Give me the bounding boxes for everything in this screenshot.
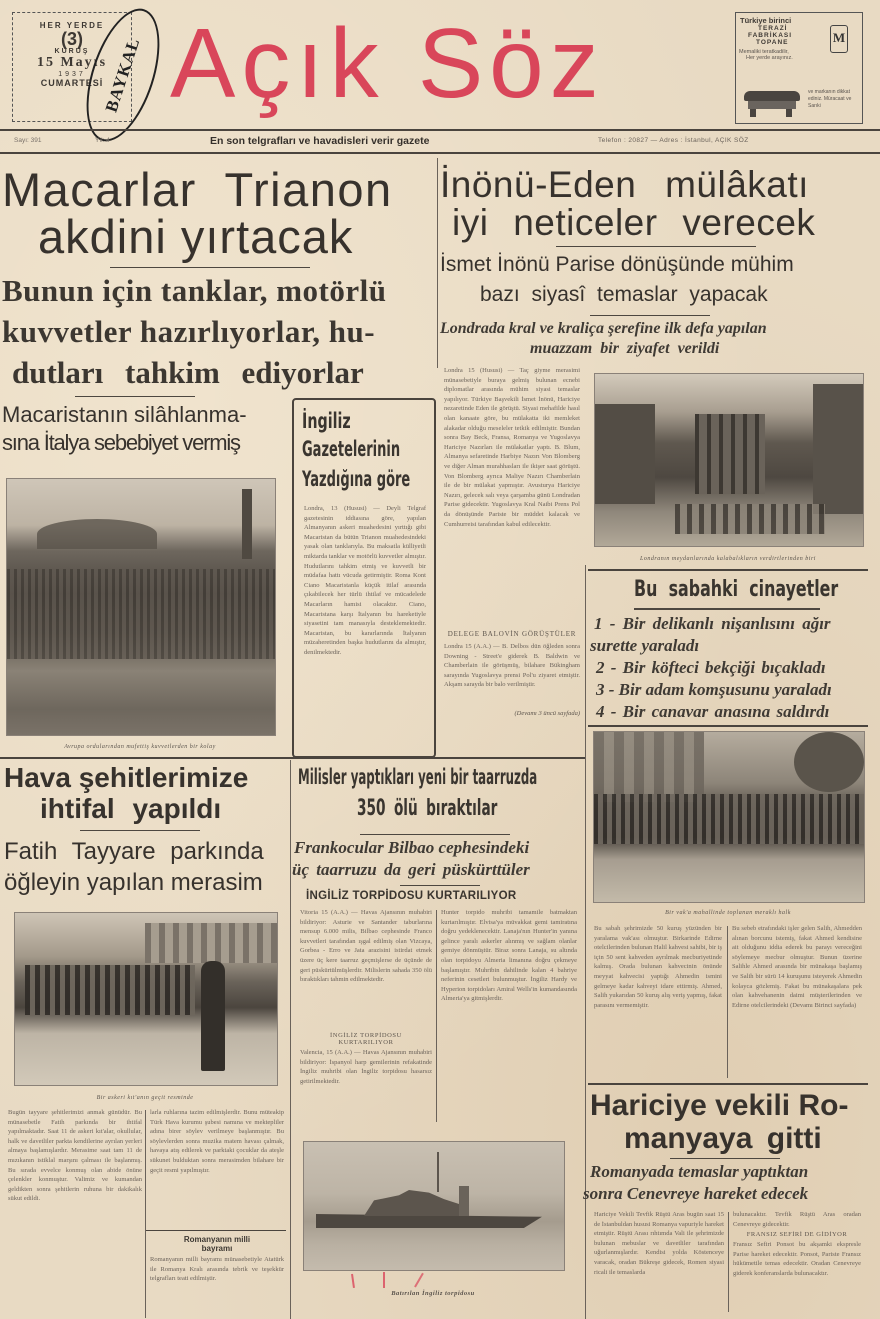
traffic-shape <box>675 504 825 534</box>
air-martyrs-subhead-2: öğleyin yapılan merasim <box>4 869 263 896</box>
hungary-subhead-3: dutları tahkim ediyorlar <box>12 355 364 390</box>
militia-headline-1: Milisler yaptıkları yeni bir taarruzda <box>298 765 538 789</box>
inonu-italic-1: Londrada kral ve kraliça şerefine ilk defa yapılan <box>440 320 767 337</box>
issue-number: Sayı: 391 <box>14 137 42 144</box>
stamp-text: BAYKAL <box>101 35 144 115</box>
hungary-headline-2: akdini yırtacak <box>38 210 354 263</box>
inonu-subhead: DELEGE BALOVİN GÖRÜŞTÜLER <box>447 630 577 638</box>
air-martyrs-col-1: Bugün tayyare şehitlerimizi anmak günüdür. Bu münasebetle Fatih parkında bir ihtifal yapılmaktadır. Saat 11 de askeri kıt'alar, okullular, halk ve davetliler parkta kendilerine ayrılan yerleri almaya başlamışlardır. Merasime saat tam 11 de mızıkanın istiklal marşını çalması ile başlanmış. Bu sırada evvelce konmuş olan abide önüne çelenkler konmuştur. Valimiz ve kumandan geldikten sonra şehitlerin ruhuna bir dakikalık sükut edildi. <box>8 1109 142 1203</box>
parade-photo-caption: Bir askeri kıt'anın geçit resminde <box>96 1095 194 1101</box>
romania-holiday-title-2: bayramı <box>201 1244 233 1253</box>
english-papers-title-1: İngiliz <box>302 409 351 433</box>
militia-subhead: İNGİLİZ TORPİDOSU KURTARILIYOR <box>306 890 517 902</box>
inonu-headline-2: iyi neticeler verecek <box>452 202 816 243</box>
english-papers-box <box>292 398 436 758</box>
militia-col-2: Hunter torpido muhribi tamamile batmaktan kurtarılmıştır. Elvisa'ya müvakkat gemi tamiratına doğru yedeklenecektir. Lanaja'nın Hunter'in yanına gelince yaralı askerler alınmış ve sağlam olanlar gemiye dönmüştür. Biraz sonra Lanaja, su altında olan torpidoyu Almeria limanına doğru çekmeye başlamıştır. Muhribin dahilinde kalan 4 bahriye neferinin cesetleri bulunmuştur. İngiliz Hardy ve Hyperion torpidoları Amiral Wells'in kumandasında Almeria'ya gitmişlerdir. <box>441 909 577 1003</box>
divider <box>670 1158 780 1159</box>
hungary-subhead-5: sına İtalya sebebiyet vermiş <box>2 430 240 455</box>
inonu-subhead-1: İsmet İnönü Parise dönüşünde mühim <box>440 253 794 276</box>
trees-shape <box>37 519 157 549</box>
column-divider <box>727 926 728 1078</box>
price-unit: KURUŞ <box>54 48 90 55</box>
murder-item-3: 3 - Bir adam komşusunu yaraladı <box>596 680 832 699</box>
foreign-minister-headline-1: Hariciye vekili Ro- <box>590 1089 849 1122</box>
air-martyrs-subhead-1: Fatih Tayyare parkında <box>4 838 264 865</box>
divider <box>556 246 756 247</box>
hungary-headline-1: Macarlar Trianon <box>2 163 393 216</box>
contact-info: Telefon : 20827 — Adres : İstanbul, AÇIK SÖZ <box>598 137 749 144</box>
militia-headline-2: 350 ölü bıraktılar <box>357 796 498 821</box>
ad-line-5: Memaliki teratkadilir, <box>739 49 789 55</box>
price-label: HER YERDE <box>39 21 105 30</box>
issue-year: 1937 <box>58 71 86 78</box>
column-divider <box>290 760 291 1319</box>
divider <box>590 315 710 316</box>
inonu-body-2: Londra 15 (A.A.) — B. Delbos dün öğleden sonra Downing - Street'e giderek B. Baldwin ve Chamberlain ile görüşmüş, bilahare Bükingham sarayında Yugoslavya prensi Pol'u ziyaret etmiştir. Akşam sarayda bir balo verilmiştir. <box>444 643 580 689</box>
inonu-body: Londra 15 (Hususi) — Taç giyme merasimi münasebetiyle buraya gelmiş bulunan ecnebi diplomatlar arasında mühim siyasi temaslar yapılıyor. Türkiye Başvekili İsmet İnönü, Hariciye nezaretinde Eden ile görüştü. Siyasi mehafilde hasıl olan kanaate göre, bu mülakatta iki memleket alakadar olduğu meseleler tetkik edilmiştir. Bundan sonra Bay Beck, Fransa, Romanya ve Yugoslavya Hariciye Nazırları ile mülakatlar yaptı. B. Blum, Almanya sefaretinde Harbiye Nazırı Von Blomberg ve diğer Alman murahhasları ile ikişer saat görüştü. Von Blomberg ayrıca Maliye Nazırı Chamberlain ile de bir mülakat yapmıştır. Avusturya Hariciye Nazırı, gelecek salı veya çarşamba günü Londradan Parise gidecektir. Yugoslavya Kral Naibi Prens Pol da dönüşünde Pariste bir müddet kalacak ve Cumhurreisi tarafından kabul edilecektir. <box>444 367 580 528</box>
air-martyrs-headline-2: ihtifal yapıldı <box>40 793 222 824</box>
divider <box>80 830 200 831</box>
divider <box>110 267 310 268</box>
romania-holiday-body: Romanyanın milli bayramı münasebetiyle Atatürk ile Romanya Kralı arasında tebrik ve teşekkür telgrafları teati edilmiştir. <box>150 1256 284 1283</box>
section-rule <box>588 1083 868 1085</box>
scale-illustration-icon <box>742 89 804 117</box>
murder-item-1a: 1 - Bir delikanlı nişanlısını ağır <box>594 614 831 633</box>
ship-hull-shape <box>316 1214 542 1228</box>
scale-factory-ad <box>735 12 863 124</box>
masthead-rule-top <box>0 129 880 131</box>
crowd-shape <box>594 794 864 844</box>
foreign-minister-italic-2: sonra Cenevreye hareket edecek <box>583 1184 809 1203</box>
divider <box>400 885 480 886</box>
crowd-photo <box>593 731 865 903</box>
london-photo-caption: Londranın meydanlarında kalabalıkların verdirtlerinden biri <box>640 556 816 562</box>
column-divider <box>728 1212 729 1312</box>
column-divider <box>436 910 437 1122</box>
ad-side-text: ve markanın dikkat ediniz. Müracaat ve Sarıki <box>808 89 852 109</box>
military-parade-photo <box>14 912 278 1086</box>
slogan: En son telgrafları ve havadisleri verir gazete <box>210 135 430 147</box>
officer-shape <box>201 961 225 1071</box>
air-martyrs-headline-1: Hava şehitlerimize <box>4 762 249 793</box>
militia-italic-1: Frankocular Bilbao cephesindeki <box>294 838 530 857</box>
militia-col-1b-text: Valencia, 15 (A.A.) — Havas Ajansının muhabiri bildiriyor: İspanyol harp gemilerinin refakatinde İngiliz muhribi olan İngiliz torpidosu hasarsız getirilmektedir. <box>300 1049 432 1085</box>
inonu-subhead-2: bazı siyasî temaslar yapacak <box>480 283 768 306</box>
building-shape <box>594 732 704 802</box>
foreign-minister-italic-1: Romanyada temaslar yaptıktan <box>590 1162 809 1181</box>
french-ambassador-subhead: FRANSIZ SEFİRİ DE GİDİYOR <box>746 1231 848 1239</box>
hungary-photo-caption: Avrupa ordularından mufettiş kuvvetlerden bir kolay <box>64 744 216 750</box>
building-shape <box>595 404 655 504</box>
inonu-body-column <box>444 366 580 717</box>
column-divider <box>585 565 586 1319</box>
romania-holiday-title-1: Romanyanın milli <box>183 1235 251 1244</box>
section-rule <box>0 757 585 759</box>
section-rule <box>588 569 868 571</box>
ship-mast-shape <box>437 1152 439 1192</box>
divider <box>634 608 820 610</box>
section-rule <box>588 725 868 727</box>
building-shape <box>695 414 765 494</box>
english-papers-title-2: Gazetelerinin <box>302 437 401 461</box>
murder-item-4: 4 - Bir canavar anasına saldırdı <box>596 702 830 721</box>
building-shape <box>813 384 863 514</box>
hungarian-troops-photo <box>6 478 276 736</box>
divider <box>360 834 510 835</box>
hungary-subhead-2: kuvvetler hazırlıyorlar, hu- <box>2 314 376 349</box>
crowd-shape <box>7 569 275 659</box>
militia-col-1 <box>300 908 432 1106</box>
newspaper-title: Açık Söz <box>170 8 605 118</box>
ship-funnel-shape <box>459 1186 469 1216</box>
tree-shape <box>794 732 864 792</box>
militia-italic-2: üç taarruzu da geri püskürttüler <box>292 860 530 879</box>
murders-body-col-1: Bu sabah şehrimizde 50 kuruş yüzünden bir yaralama vak'ası olmuştur. Birkarinde Edirne otelcilerinden bulunan Halil kahvesi sahibi, bir iş için 50 sent kahveden ayrılmak mecburiyetinde kalmış. Orada bulunan kahvecinin önünde meyyat kahvecisi yaptığı Ahmedin ismini gelmeye kadar kahveyi idare ettirmiş. Ahmed, Salih yukarıdan 50 kuruş alış veriş yapmış, fakat parasını vermemiştir. <box>594 925 722 1009</box>
murders-headline: Bu sabahki cinayetler <box>634 577 839 602</box>
inonu-italic-2: muazzam bir ziyafet verildi <box>530 340 720 357</box>
issue-weekday: CUMARTESİ <box>40 78 104 88</box>
romania-holiday-box <box>150 1235 284 1284</box>
ad-line-2: TERAZİ <box>758 25 788 32</box>
foreign-minister-headline-2: manyaya gitti <box>624 1122 822 1155</box>
scale-logo-icon: M <box>830 25 848 53</box>
column-divider <box>437 158 438 368</box>
masthead-rule-bottom <box>0 152 880 154</box>
ad-line-1: Türkiye birinci <box>740 16 792 25</box>
english-papers-body: Londra, 13 (Hususi) — Deyli Telgraf gazetesinin iddiasına göre, yapılan Almanyanın askeri muahedesini yırttığı gibi Macaristan da bütün Trianon muahedesindeki yasak olan tanklarıyla. Bu maksatla külliyetli miktarda tanklar ve motörlü kuvvetler almıştır. Hudutlarını tahkim etmiş ve kuvvetli bir müdafaa hattı vücuda getirmiştir. Roma Kont Ciano Macaristanla küçük itilaf arasında çıkabilecek her türlü ihtilaf ve mücadelede Macarların hamisi olacaktır. Ciano, Macaristana karşı İtalyanın bu hareketiyle siyasetini tam manasıyla desteklemektedir. Macaristan, bu kararlarında İtalyanın müzaheretinden başka hudutlarını da almıştır, denilmektedir. <box>304 505 426 656</box>
torpedo-subhead: İNGİLİZ TORPİDOSU KURTARILIYOR <box>330 1032 402 1046</box>
foreign-minister-col-1: Hariciye Vekili Tevfik Rüştü Aras bugün saat 15 de İstanbuldan hususi Romanya vapuriyle hareket etmiştir. Rüştü Arası rıhtımda Vali ile şehrimizde bulunan mebuslar ve davetliler tarafından uğurlanmışlardır. Kendisi yolda Köstenceye varacak, oradan Bükreşe gidecek, Romen siyasi ricali ile temaslarda <box>594 1211 724 1276</box>
ship-superstructure-shape <box>364 1190 464 1216</box>
hungary-subhead-4: Macaristanın silâhlanma- <box>2 402 247 427</box>
ad-line-4: TOPANE <box>756 39 789 46</box>
murder-item-1b: surette yaraladı <box>590 636 700 655</box>
price-value: (3) <box>61 29 83 49</box>
militia-col-1-text: Vitoria 15 (A.A.) — Havas Ajansının muhabiri bildiriyor: Asturie ve Santander taburlarına mensup 6.000 milis, Bilbao cephesinde Franco kuvvetleri tarafından ışgal edilmiş olan Vizcaya, Gorbea - Erro ve Jata arazisini istirdat etmek üzere üç kere taarruz geçmişlerse de üçünde de geri püskürtülmüşlerdir. Milislerin sahada 350 ölü bıraktıkları tahmin edilmektedir. <box>300 909 432 984</box>
inonu-headline-1: İnönü-Eden mülâkatı <box>440 164 809 205</box>
foreign-minister-col-2-text: bulunacaktır. Tevfik Rüştü Aras oradan Cenevreye gidecektir. <box>733 1211 861 1228</box>
air-martyrs-col-2: larla ruhlarına tazim edilmişlerdir. Bunu müteakip Türk Hava kurumu şubesi namına ve mektepliler adına birer söylev verilmeye başlanmıştır. Bu söylevlerden sonra muzika matem havası çalmak, havaya atış edilerek ve parktaki çocuklar da ateşle sükunet bulduktan sonra merasimden bilahare bir geçit resmi yapılmıştır. <box>150 1109 284 1174</box>
ad-line-6: Her yerde arayınız. <box>746 55 793 61</box>
divider <box>75 396 195 397</box>
french-ambassador-text: Fransız Sefiri Ponsot bu akşamki ekspresle Parise hareket edecektir. Ponsot, Pariste Fransız hükümetile temas edecektir. Oradan Cenevreye giderek konferanslarda bulunacaktır. <box>733 1241 861 1277</box>
soldiers-shape <box>25 965 195 1015</box>
building-shape <box>145 923 277 963</box>
section-rule <box>146 1230 286 1231</box>
english-papers-title-3: Yazdığına göre <box>302 467 411 491</box>
issue-date: 15 Mayıs <box>36 55 108 70</box>
hungary-subhead-1: Bunun için tanklar, motörlü <box>2 273 387 308</box>
london-street-photo <box>594 373 864 547</box>
inonu-continued: (Devamı 3 üncü sayfada) <box>514 710 580 717</box>
column-divider <box>145 1110 146 1318</box>
tree-shape <box>242 489 252 559</box>
murders-body-col-2: Bu sebeb etrafındaki işler gelen Salih, Ahmedden alınan borcunu istemiş, fakat Ahmed kendisine ait olduğunu iddia ederek bu parayı vereceğini söylemeye mecbur olmuştur. Bunun üzerine Salihle Ahmed arasında bir münakaşa başlamış ve Salih bir sürü 14 kuruşunu isteyerek Ahmedin kolayca gözlemiş. Fakat bu münakaşalara pek olan kahvehanenin daimi müşterilerinden ve Edirne otelcilerindeki (Devamı Birinci sayfada) <box>732 925 862 1009</box>
foreign-minister-col-2 <box>733 1210 861 1300</box>
year-label: Yıl: 4 <box>95 137 110 144</box>
pencil-mark <box>383 1272 385 1288</box>
destroyer-photo <box>303 1141 565 1271</box>
crowd-photo-caption: Bir vak'a mahallinde toplanan meraklı halk <box>665 910 791 916</box>
destroyer-photo-caption: Batırılan İngiliz torpidosu <box>391 1290 475 1297</box>
murder-item-2: 2 - Bir köfteci bekçiği bıçakladı <box>596 658 826 677</box>
ad-line-3: FABRİKASI <box>748 32 793 39</box>
